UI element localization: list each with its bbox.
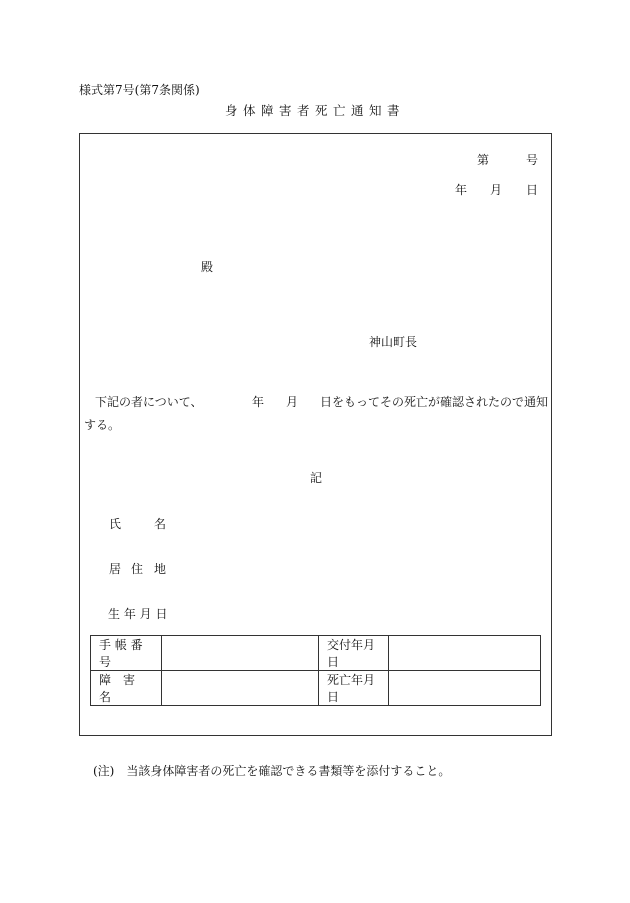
body-month-label: 月 — [286, 395, 299, 409]
date-year-label: 年 — [455, 183, 468, 197]
ki-label: 記 — [310, 471, 323, 485]
issue-date-value[interactable] — [389, 636, 541, 671]
body-lead: 下記の者について、 — [95, 395, 203, 409]
address-label-1: 居 — [109, 562, 122, 576]
number-suffix: 号 — [526, 153, 539, 167]
address-label-2: 住 — [131, 562, 144, 576]
issue-date-label: 交付年月日 — [319, 636, 389, 671]
birthdate-label: 生 年 月 日 — [108, 607, 168, 621]
body-line2: する。 — [84, 418, 121, 432]
handbook-number-value[interactable] — [162, 636, 319, 671]
death-date-label: 死亡年月日 — [319, 671, 389, 706]
table-row — [91, 636, 541, 671]
body-rest: 日をもってその死亡が確認されたので通知 — [320, 395, 549, 409]
name-label-1: 氏 — [109, 517, 122, 531]
date-day-label: 日 — [526, 183, 539, 197]
info-table — [90, 635, 541, 706]
death-date-value[interactable] — [389, 671, 541, 706]
name-label-2: 名 — [154, 517, 167, 531]
number-prefix: 第 — [477, 153, 490, 167]
addressee-suffix: 殿 — [201, 260, 214, 274]
date-month-label: 月 — [490, 183, 503, 197]
issuer-name: 神山町長 — [369, 335, 418, 349]
body-year-label: 年 — [252, 395, 265, 409]
handbook-number-label: 手 帳 番 号 — [91, 636, 162, 671]
disability-name-label: 障 害 名 — [91, 671, 162, 706]
disability-name-value[interactable] — [162, 671, 319, 706]
table-row — [91, 671, 541, 706]
form-number: 様式第7号(第7条関係) — [79, 83, 200, 97]
footnote: (注) 当該身体障害者の死亡を確認できる書類等を添付すること。 — [93, 764, 451, 778]
document-title: 身体障害者死亡通知書 — [224, 103, 405, 118]
address-label-3: 地 — [154, 562, 167, 576]
